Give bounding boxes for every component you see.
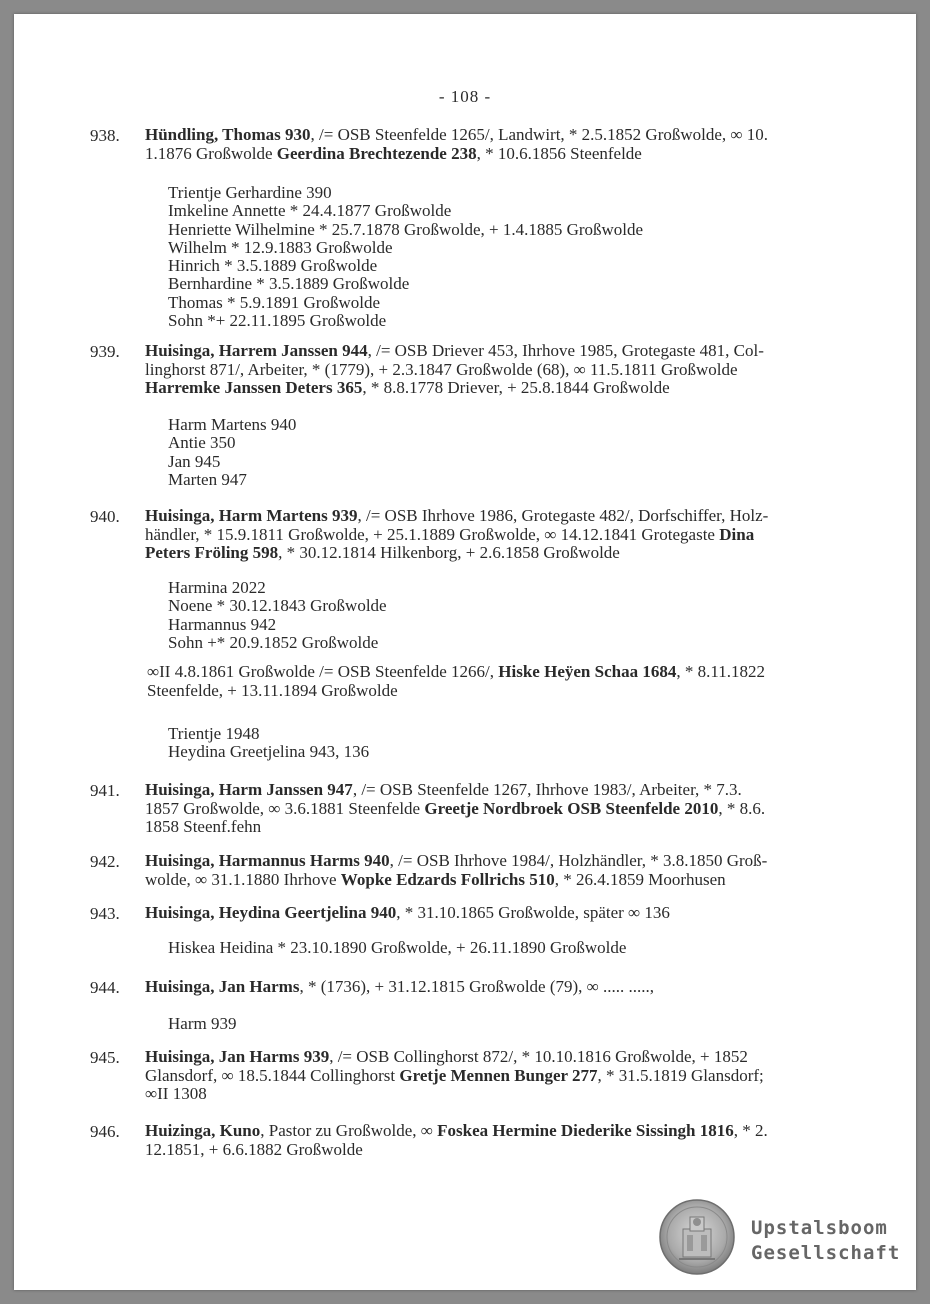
text-run: 1858 Steenf.fehn [145, 817, 262, 836]
entry-line [145, 1067, 845, 1086]
bold-name: Foskea Hermine Diederike Sissingh 1816 [437, 1121, 734, 1140]
text-run: , /= OSB Collinghorst 872/, * 10.10.1816 Großwolde, + 1852 [329, 1047, 748, 1066]
entry-line [145, 544, 845, 563]
entry-number: 940. [90, 507, 120, 526]
text-run: , * 30.12.1814 Hilkenborg, + 2.6.1858 Großwolde [278, 543, 620, 562]
children-list-second [168, 725, 369, 762]
child-item: Marten 947 [168, 469, 247, 489]
bold-name: Huisinga, Harm Janssen 947 [145, 780, 353, 799]
text-run: , /= OSB Ihrhove 1984/, Holzhändler, * 3.8.1850 Groß- [389, 851, 768, 870]
bold-name: Geerdina Brechtezende 238 [276, 143, 477, 163]
entry-number: 944. [90, 978, 120, 997]
child-item: Harm Martens 940 [168, 415, 297, 434]
child-item: Henriette Wilhelmine * 25.7.1878 Großwolde, + 1.4.1885 Großwolde [168, 219, 644, 239]
text-run: 1.1876 Großwolde [145, 143, 277, 163]
text-run: , /= OSB Steenfelde 1267, Ihrhove 1983/, Arbeiter, * 7.3. [352, 780, 742, 799]
text-run: händler, * 15.9.1811 Großwolde, + 25.1.1889 Großwolde, ∞ 14.12.1841 Grotegaste [145, 524, 720, 544]
text-run: 12.1851, + 6.6.1882 Großwolde [145, 1139, 363, 1159]
bold-name: Huizinga, Kuno [145, 1121, 261, 1140]
bold-name: Huisinga, Jan Harms [145, 977, 300, 996]
child-item: Sohn +* 20.9.1852 Großwolde [168, 632, 379, 652]
entry-line [145, 1122, 845, 1141]
entry-number: 938. [90, 126, 120, 145]
entry-number: 945. [90, 1048, 120, 1067]
entry-line [145, 904, 845, 923]
logo-text-line2: Gesellschaft [751, 1242, 901, 1264]
text-run: ∞II 1308 [145, 1084, 207, 1103]
text-run: , * 31.10.1865 Großwolde, später ∞ 136 [396, 903, 670, 922]
bold-name: Huisinga, Harm Martens 939 [145, 506, 358, 525]
text-run: wolde, ∞ 31.1.1880 Ihrhove [145, 869, 341, 889]
seal-logo-icon [659, 1199, 735, 1275]
entry-text [145, 342, 845, 398]
text-run: ∞II 4.8.1861 Großwolde /= OSB Steenfelde 1266/, [147, 662, 499, 681]
child-item: Sohn *+ 22.11.1895 Großwolde [168, 311, 387, 331]
child-item: Bernhardine * 3.5.1889 Großwolde [168, 274, 410, 294]
entry-line [145, 342, 845, 361]
children-list [168, 184, 643, 330]
text-run: linghorst 871/, Arbeiter, * (1779), + 2.3.1847 Großwolde (68), ∞ 11.5.1811 Großwolde [145, 359, 738, 379]
child-item: Noene * 30.12.1843 Großwolde [168, 596, 387, 616]
entry-line [145, 800, 845, 819]
entry-number: 942. [90, 852, 120, 871]
text-run: , * 2. [733, 1121, 768, 1140]
bold-name: Huisinga, Harrem Janssen 944 [145, 341, 368, 360]
entry-text [145, 904, 845, 923]
page-number: - 108 - [438, 87, 492, 106]
bold-name: Huisinga, Harmannus Harms 940 [145, 851, 390, 870]
entry-line [145, 1048, 845, 1067]
entry-number: 943. [90, 904, 120, 923]
child-item: Hiskea Heidina * 23.10.1890 Großwolde, + 26.11.1890 Großwolde [168, 938, 627, 957]
text-run: , * 10.6.1856 Steenfelde [476, 143, 642, 163]
text-run: 1857 Großwolde, ∞ 3.6.1881 Steenfelde [145, 798, 425, 818]
children-list [168, 579, 387, 652]
entry-text [145, 1122, 845, 1159]
entry-line [147, 663, 847, 682]
entry-line [145, 978, 845, 997]
entry-text [145, 507, 845, 563]
child-item: Harmannus 942 [168, 614, 277, 634]
child-item: Trientje Gerhardine 390 [168, 183, 332, 202]
bold-name: Hündling, Thomas 930 [145, 125, 311, 144]
child-item: Hinrich * 3.5.1889 Großwolde [168, 256, 378, 276]
entry-text [145, 852, 845, 889]
children-list [168, 1015, 236, 1033]
child-item: Jan 945 [168, 451, 221, 471]
entry-line [145, 361, 845, 380]
child-item: Antie 350 [168, 433, 236, 453]
child-item: Harm 939 [168, 1014, 237, 1033]
text-run: , /= OSB Ihrhove 1986, Grotegaste 482/, Dorfschiffer, Holz- [357, 506, 769, 525]
children-list [168, 939, 626, 957]
entry-text [145, 978, 845, 997]
entry-line [145, 781, 845, 800]
entry-line [145, 871, 845, 890]
bold-name: Greetje Nordbroek OSB Steenfelde 2010 [424, 798, 719, 818]
entry-text [145, 781, 845, 837]
text-run: , /= OSB Steenfelde 1265/, Landwirt, * 2.5.1852 Großwolde, ∞ 10. [310, 125, 769, 144]
bold-name: Peters Fröling 598 [145, 543, 279, 562]
bold-name: Gretje Mennen Bunger 277 [399, 1065, 598, 1085]
logo-text-line1: Upstalsboom [751, 1217, 888, 1239]
bold-name: Huisinga, Heydina Geertjelina 940 [145, 903, 397, 922]
entry-text [145, 126, 845, 163]
text-run: , * (1736), + 31.12.1815 Großwolde (79), ∞ ..... ....., [299, 977, 655, 996]
document-page [14, 14, 916, 1290]
text-run: , * 26.4.1859 Moorhusen [554, 869, 726, 889]
entry-line [145, 1085, 845, 1104]
children-list [168, 416, 296, 489]
entry-line [145, 379, 845, 398]
second-marriage [147, 663, 847, 700]
child-item: Harmina 2022 [168, 578, 266, 597]
entry-line [145, 818, 845, 837]
child-item: Heydina Greetjelina 943, 136 [168, 742, 370, 762]
entry-line [145, 1141, 845, 1160]
entry-line [145, 126, 845, 145]
child-item: Imkeline Annette * 24.4.1877 Großwolde [168, 201, 452, 221]
child-item: Trientje 1948 [168, 724, 260, 743]
bold-name: Harremke Janssen Deters 365 [145, 378, 363, 397]
entry-line [145, 507, 845, 526]
text-run: , * 8.8.1778 Driever, + 25.8.1844 Großwolde [362, 378, 670, 397]
entry-line [145, 145, 845, 164]
text-run: , * 8.11.1822 [676, 662, 765, 681]
entry-line [145, 852, 845, 871]
text-run: , * 8.6. [718, 798, 766, 818]
bold-name: Wopke Edzards Follrichs 510 [340, 869, 555, 889]
entry-text [145, 1048, 845, 1104]
child-item: Thomas * 5.9.1891 Großwolde [168, 292, 381, 312]
entry-line [147, 682, 847, 701]
bold-name: Huisinga, Jan Harms 939 [145, 1047, 330, 1066]
bold-name: Hiske Heÿen Schaa 1684 [498, 662, 677, 681]
entry-number: 939. [90, 342, 120, 361]
entry-number: 946. [90, 1122, 120, 1141]
entry-number: 941. [90, 781, 120, 800]
text-run: , * 31.5.1819 Glansdorf; [597, 1065, 764, 1085]
text-run: Glansdorf, ∞ 18.5.1844 Collinghorst [145, 1065, 400, 1085]
text-run: Steenfelde, + 13.11.1894 Großwolde [147, 680, 398, 700]
text-run: , /= OSB Driever 453, Ihrhove 1985, Grotegaste 481, Col- [367, 341, 764, 360]
text-run: , Pastor zu Großwolde, ∞ [260, 1121, 438, 1140]
child-item: Wilhelm * 12.9.1883 Großwolde [168, 237, 393, 257]
bold-name: Dina [719, 524, 755, 544]
entry-line [145, 526, 845, 545]
